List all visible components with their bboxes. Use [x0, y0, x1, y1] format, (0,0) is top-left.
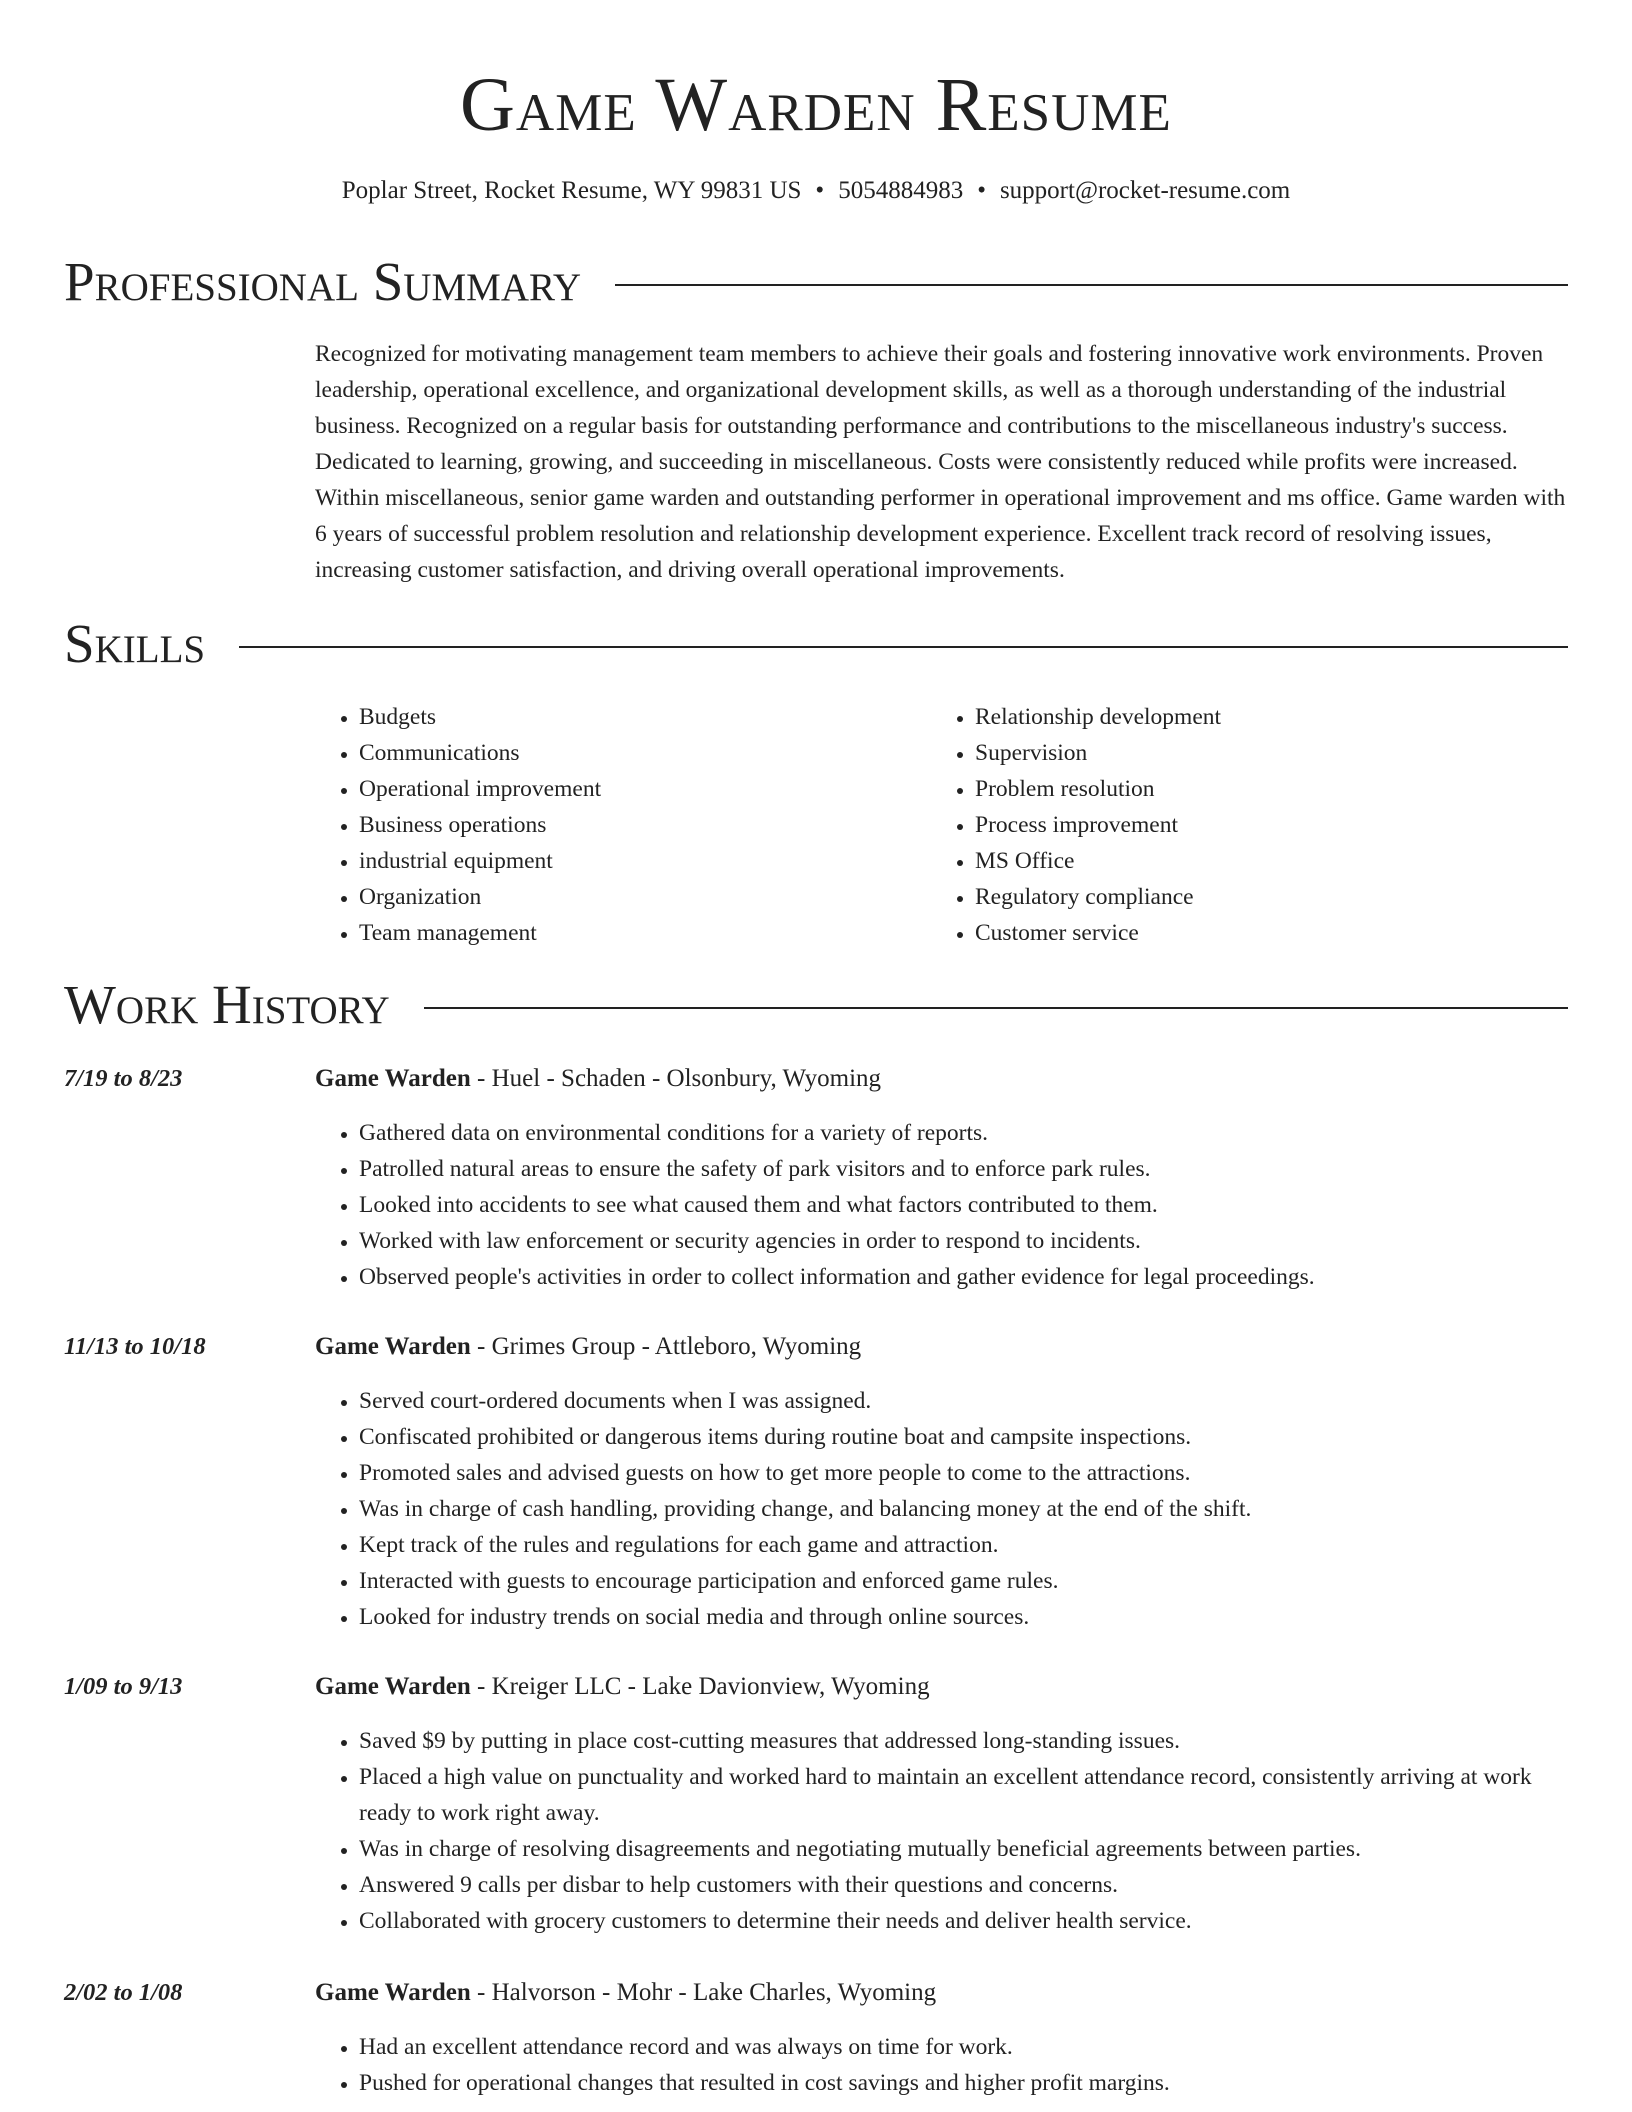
work-history-section-header [64, 973, 1568, 1037]
job-title: Game Warden [315, 1979, 471, 2006]
job-duties [315, 2029, 1575, 2101]
resume-title: Game Warden Resume [460, 63, 1172, 147]
job-duty: • Served court-ordered documents when I was assigned. [359, 1383, 1575, 1419]
job-duties [315, 1115, 1575, 1295]
contact-separator: • [815, 177, 825, 204]
job-duty: • Collaborated with grocery customers to determine their needs and deliver health service. [359, 1903, 1575, 1939]
skill-item: • industrial equipment [359, 843, 931, 879]
skill-item: • Regulatory compliance [975, 879, 1547, 915]
job-duty: • Was in charge of cash handling, providing change, and balancing money at the end of the shift. [359, 1491, 1575, 1527]
skills-heading: Skills [64, 613, 206, 674]
skill-item: • Relationship development [975, 699, 1547, 735]
skill-item: • Operational improvement [359, 771, 931, 807]
job-duty: • Looked for industry trends on social media and through online sources. [359, 1599, 1575, 1635]
job-duty: • Interacted with guests to encourage participation and enforced game rules. [359, 1563, 1575, 1599]
job-duty: • Confiscated prohibited or dangerous items during routine boat and campsite inspections. [359, 1419, 1575, 1455]
skill-item: • Customer service [975, 915, 1547, 951]
job-dates: 7/19 to 8/23 [64, 1065, 183, 1092]
contact-email: support@rocket-resume.com [999, 177, 1291, 204]
job-employer: - Huel - Schaden - Olsonbury, Wyoming [470, 1065, 882, 1092]
job-dates: 1/09 to 9/13 [64, 1673, 183, 1700]
job-duty: • Placed a high value on punctuality and worked hard to maintain an excellent attendance record, consistently arriving at work ready to work right away. [359, 1759, 1575, 1831]
summary-text: Recognized for motivating management team members to achieve their goals and fostering innovative work environments. Proven leadership, operational excellence, and organizational development skills, as well as a thorough understanding of the industrial business. Recognized on a regular basis for outstanding performance and contributions to the miscellaneous industry's success. Dedicated to learning, growing, and succeeding in miscellaneous. Costs were consistently reduced while profits were increased. Within miscellaneous, senior game warden and outstanding performer in operational improvement and ms office. Game warden with 6 years of successful problem resolution and relationship development experience. Excellent track record of resolving issues, increasing customer satisfaction, and driving overall operational improvements. [315, 341, 1566, 583]
job-title: Game Warden [315, 1065, 471, 1092]
section-divider [615, 284, 1568, 286]
skill-item: • Organization [359, 879, 931, 915]
contact-separator: • [977, 177, 986, 204]
job-heading [315, 1329, 861, 1365]
section-divider [239, 646, 1568, 648]
work-history-heading: Work History [64, 974, 390, 1035]
job-duty: • Patrolled natural areas to ensure the safety of park visitors and to enforce park rules. [359, 1151, 1575, 1187]
contact-phone: 5054884983 [838, 177, 964, 204]
job-heading [315, 1061, 881, 1097]
skills-list [315, 699, 1575, 951]
job-duty: • Worked with law enforcement or security agencies in order to respond to incidents. [359, 1223, 1575, 1259]
contact-line [0, 174, 1632, 208]
job-dates: 2/02 to 1/08 [64, 1979, 183, 2006]
summary-heading: Professional Summary [64, 251, 582, 312]
job-duties [315, 1723, 1575, 1939]
skills-column-right [931, 699, 1547, 951]
skill-item: • MS Office [975, 843, 1547, 879]
summary-section-header [64, 250, 1568, 314]
job-heading [315, 1975, 936, 2011]
job-duty: • Observed people's activities in order to collect information and gather evidence for legal proceedings. [359, 1259, 1575, 1295]
job-duty: • Gathered data on environmental conditions for a variety of reports. [359, 1115, 1575, 1151]
job-heading [315, 1669, 930, 1705]
skill-item: • Team management [359, 915, 931, 951]
job-duty: • Promoted sales and advised guests on how to get more people to come to the attractions. [359, 1455, 1575, 1491]
job-duties [315, 1383, 1575, 1635]
job-duty: • Saved $9 by putting in place cost-cutting measures that addressed long-standing issues. [359, 1723, 1575, 1759]
job-title: Game Warden [315, 1673, 471, 1700]
job-employer: - Kreiger LLC - Lake Davionview, Wyoming [470, 1673, 930, 1700]
job-duty: • Pushed for operational changes that resulted in cost savings and higher profit margins. [359, 2065, 1575, 2101]
skill-item: • Budgets [359, 699, 931, 735]
job-duty: • Looked into accidents to see what caused them and what factors contributed to them. [359, 1187, 1575, 1223]
skill-item: • Process improvement [975, 807, 1547, 843]
job-dates: 11/13 to 10/18 [64, 1333, 206, 1360]
job-employer: - Grimes Group - Attleboro, Wyoming [470, 1333, 862, 1360]
job-duty: • Kept track of the rules and regulations for each game and attraction. [359, 1527, 1575, 1563]
skill-item: • Communications [359, 735, 931, 771]
job-title: Game Warden [315, 1333, 471, 1360]
skill-item: • Business operations [359, 807, 931, 843]
job-duty: • Was in charge of resolving disagreements and negotiating mutually beneficial agreements between parties. [359, 1831, 1575, 1867]
contact-address: Poplar Street, Rocket Resume, WY 99831 US [341, 177, 802, 204]
skill-item: • Problem resolution [975, 771, 1547, 807]
job-duty: • Answered 9 calls per disbar to help customers with their questions and concerns. [359, 1867, 1575, 1903]
job-duty: • Had an excellent attendance record and was always on time for work. [359, 2029, 1575, 2065]
skills-column-left [315, 699, 931, 951]
job-employer: - Halvorson - Mohr - Lake Charles, Wyoming [470, 1979, 937, 2006]
section-divider [424, 1007, 1568, 1009]
skill-item: • Supervision [975, 735, 1547, 771]
skills-section-header [64, 612, 1568, 676]
